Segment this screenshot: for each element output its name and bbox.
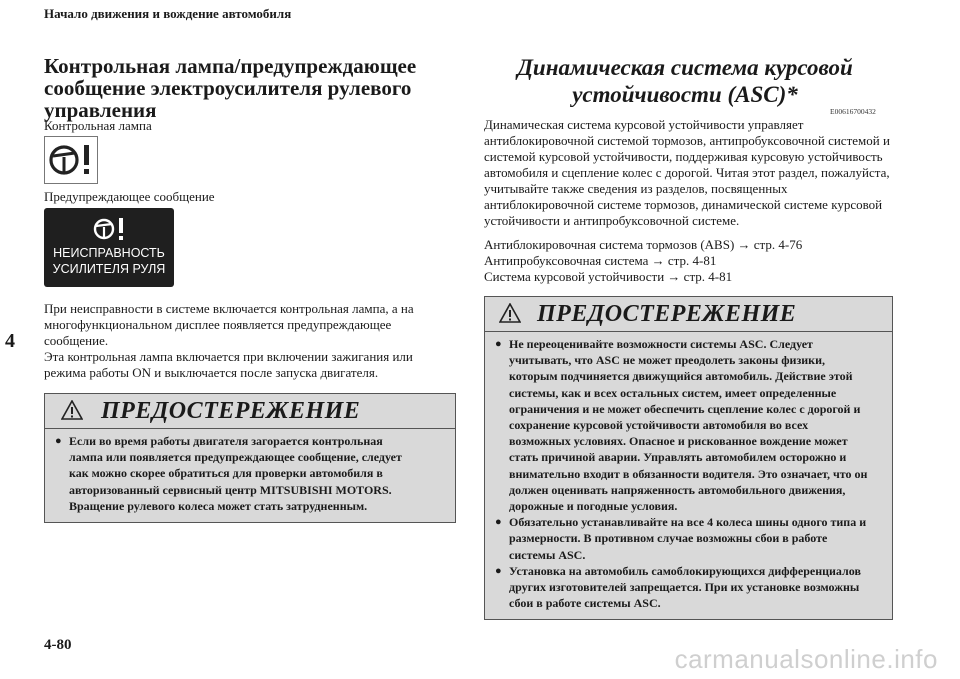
display-message-line-2: УСИЛИТЕЛЯ РУЛЯ — [52, 262, 166, 276]
chapter-tab: 4 — [5, 330, 15, 352]
warning-item-text: Не переоценивайте возможности системы ASC. Следует учитывать, что ASC не может преодолеть законы физики, которым подчиняется движущийся автомобиль. Действие этой системы, как и всех остальных систем, имеет определенные ограничения и не может обеспечить сцепление колес с дорогой и сохранение курсовой устойчивости автомобиля во всех возможных условиях. Опасное и рискованное вождение может стать причиной аварии. Управлять автомобилем осторожно и внимательно входит в обязанности водителя. Это означает, что он должен оценивать напряженность автомобильного движения, дорожные и погодные условия. — [509, 337, 868, 514]
warning-title: ПРЕДОСТЕРЕЖЕНИЕ — [537, 301, 797, 327]
warning-body — [485, 332, 892, 619]
bullet-icon: ● — [55, 435, 62, 447]
display-message-line-1: НЕИСПРАВНОСТЬ — [53, 246, 165, 260]
multi-info-display — [44, 208, 174, 287]
warning-item-text: Установка на автомобиль самоблокирующихся дифференциалов других изготовителей запрещается. При их установке возможны сбои в работе системы ASC. — [509, 563, 861, 611]
right-title-line-1: Динамическая система курсовой — [517, 55, 853, 80]
right-title-line-2: устойчивости (ASC)* — [572, 82, 798, 107]
warning-triangle-icon — [499, 303, 521, 323]
bullet-icon: ● — [495, 338, 502, 350]
left-warning-box — [44, 393, 456, 523]
steering-warning-lamp — [44, 136, 98, 184]
left-paragraph-1: При неисправности в системе включается контрольная лампа, а на многофункциональном дисплее появляется предупреждающее сообщение. — [44, 301, 414, 348]
cross-reference-list — [484, 237, 899, 285]
cross-reference-asc: Система курсовой устойчивости → стр. 4-81 — [484, 269, 733, 284]
watermark: carmanualsonline.info — [674, 644, 938, 674]
steering-wheel-warning-icon — [45, 137, 97, 183]
warning-title: ПРЕДОСТЕРЕЖЕНИЕ — [101, 398, 361, 424]
right-paragraph: Динамическая система курсовой устойчивости управляет антиблокировочной системой тормозов, антипробуксовочной системой и системой курсовой устойчивости, поддерживая курсовую устойчивость автомобиля и сцепление колес с дорогой. Читая этот раздел, пожалуйста, учитывайте также сведения из разделов, посвященных антиблокировочной системе тормозов, динамической системе курсовой устойчивости и антипробуксовочной системе. — [484, 117, 890, 228]
running-header: Начало движения и вождение автомобиля — [44, 6, 292, 21]
lamp-label: Контрольная лампа — [44, 118, 152, 133]
warning-header — [485, 297, 892, 332]
left-section-title: Контрольная лампа/предупреждающее сообщение электроусилителя рулевого управления — [44, 54, 417, 122]
cross-reference-abs: Антиблокировочная система тормозов (ABS) → стр. 4-76 — [484, 237, 803, 252]
warning-item — [495, 563, 882, 612]
left-paragraph-2: Эта контрольная лампа включается при включении зажигания или режима работы ON и выключается после запуска двигателя. — [44, 349, 413, 380]
cross-reference-tcs: Антипробуксовочная система → стр. 4-81 — [484, 253, 717, 268]
warning-body — [45, 429, 455, 522]
right-warning-box — [484, 296, 893, 620]
message-label: Предупреждающее сообщение — [44, 189, 215, 204]
page-number: 4-80 — [44, 637, 72, 653]
display-message — [44, 245, 174, 277]
warning-item — [495, 514, 882, 563]
warning-item — [55, 433, 445, 514]
warning-item — [495, 336, 882, 514]
warning-item-text: Обязательно устанавливайте на все 4 колеса шины одного типа и размерности. В противном случае возможны сбои в работе системы ASC. — [509, 515, 867, 562]
right-section-title — [480, 54, 890, 108]
bullet-icon: ● — [495, 564, 502, 577]
bullet-icon: ● — [495, 516, 502, 529]
steering-wheel-warning-icon — [92, 215, 128, 243]
warning-header — [45, 394, 455, 429]
document-code: E00616700432 — [830, 107, 876, 116]
warning-item-text: Если во время работы двигателя загорается контрольная лампа или появляется предупреждающее сообщение, следует как можно скорее обратиться для проверки автомобиля в авторизованный сервисный центр MITSUBISHI MOTORS. Вращение рулевого колеса может стать затрудненным. — [69, 434, 402, 513]
warning-triangle-icon — [61, 400, 83, 420]
